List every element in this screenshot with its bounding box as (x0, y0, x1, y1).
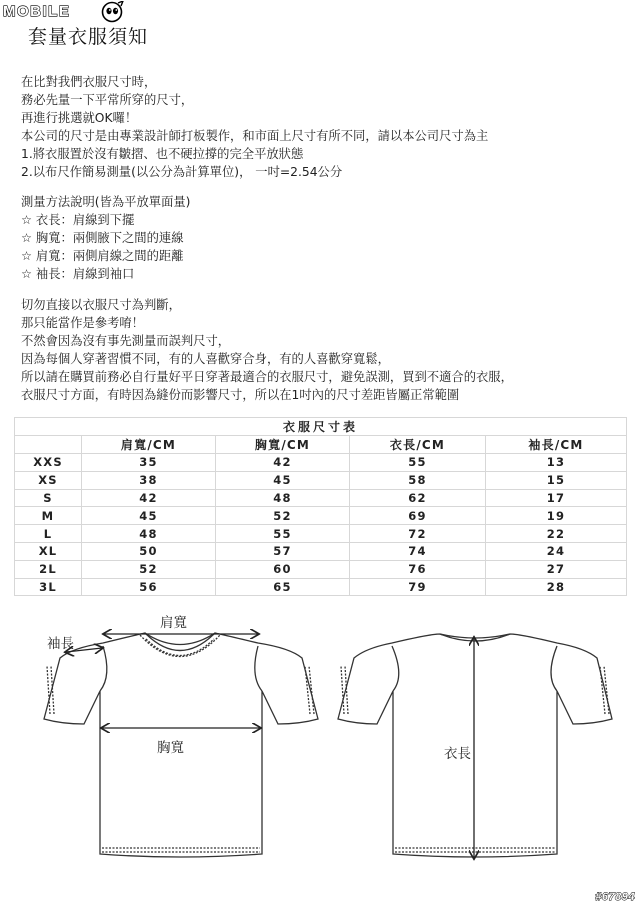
value-cell: 17 (486, 489, 627, 507)
value-cell: 55 (350, 454, 486, 472)
value-cell: 48 (216, 489, 350, 507)
method-line: ☆ 胸寬：兩側腋下之間的連線 (21, 231, 184, 246)
sleeve-label: 袖長 (47, 636, 74, 652)
value-cell: 22 (486, 525, 627, 543)
value-cell: 28 (486, 578, 627, 596)
value-cell: 42 (82, 489, 216, 507)
value-cell: 62 (350, 489, 486, 507)
value-cell: 58 (350, 471, 486, 489)
method-line: 測量方法說明(皆為平放單面量) (21, 195, 191, 209)
length-label: 衣長 (442, 742, 473, 762)
value-cell: 79 (350, 578, 486, 596)
shoulder-label: 肩寬 (160, 615, 187, 631)
value-cell: 15 (486, 471, 627, 489)
intro-line: 務必先量一下平常所穿的尺寸， (21, 93, 194, 108)
tshirt-measurement-diagram (0, 606, 640, 886)
value-cell: 35 (82, 454, 216, 472)
table-row (15, 525, 627, 543)
size-cell: XXS (15, 454, 82, 472)
value-cell: 13 (486, 454, 627, 472)
table-row (15, 560, 627, 578)
table-row (15, 542, 627, 560)
size-cell: XL (15, 542, 82, 560)
notice-line: 衣服尺寸方面，有時因為縫份而影響尺寸，所以在1吋內的尺寸差距皆屬正常範圍 (21, 388, 460, 403)
value-cell: 45 (216, 471, 350, 489)
table-row (15, 578, 627, 596)
value-cell: 24 (486, 542, 627, 560)
chest-label: 胸寬 (157, 740, 184, 756)
value-cell: 50 (82, 542, 216, 560)
table-row (15, 507, 627, 525)
mobile01-logo (3, 1, 125, 23)
header-cell-sleeve: 袖長/CM (486, 436, 627, 454)
value-cell: 52 (216, 507, 350, 525)
value-cell: 72 (350, 525, 486, 543)
value-cell: 74 (350, 542, 486, 560)
size-table-caption: 衣服尺寸表 (15, 418, 627, 436)
value-cell: 69 (350, 507, 486, 525)
size-table (14, 417, 627, 596)
notice-line: 因為每個人穿著習慣不同，有的人喜歡穿合身，有的人喜歡穿寬鬆， (21, 352, 390, 367)
size-cell: 3L (15, 578, 82, 596)
tshirt-diagram-svg (0, 606, 640, 886)
value-cell: 38 (82, 471, 216, 489)
table-row (15, 454, 627, 472)
intro-line: 在比對我們衣服尺寸時， (21, 75, 157, 89)
value-cell: 57 (216, 542, 350, 560)
header-cell-length: 衣長/CM (350, 436, 486, 454)
notice-line: 那只能當作是參考唷！ (21, 316, 144, 331)
intro-line: 再進行挑選就OK囉！ (21, 111, 138, 126)
value-cell: 48 (82, 525, 216, 543)
intro-paragraph (21, 73, 488, 182)
intro-line: 1.將衣服置於沒有皺摺、也不硬拉撐的完全平放狀態 (21, 147, 304, 162)
back-tshirt-outline (338, 634, 612, 857)
header-cell-chest: 胸寬/CM (216, 436, 350, 454)
method-line: ☆ 衣長：肩線到下擺 (21, 213, 135, 228)
intro-line: 本公司的尺寸是由專業設計師打板製作，和市面上尺寸有所不同，請以本公司尺寸為主 (21, 129, 489, 144)
value-cell: 45 (82, 507, 216, 525)
value-cell: 27 (486, 560, 627, 578)
value-cell: 65 (216, 578, 350, 596)
notice-line: 不然會因為沒有事先測量而誤判尺寸， (21, 334, 231, 349)
notice-line: 所以請在購買前務必自行量好平日穿著最適合的衣服尺寸，避免誤測，買到不適合的衣服， (21, 370, 513, 385)
size-cell: XS (15, 471, 82, 489)
header-cell-size (15, 436, 82, 454)
notice-line: 切勿直接以衣服尺寸為判斷， (21, 298, 181, 312)
table-row (15, 489, 627, 507)
value-cell: 76 (350, 560, 486, 578)
method-line: ☆ 袖長：肩線到袖口 (21, 267, 135, 282)
value-cell: 60 (216, 560, 350, 578)
method-line: ☆ 肩寬：兩側肩線之間的距離 (21, 249, 184, 264)
size-cell: M (15, 507, 82, 525)
value-cell: 55 (216, 525, 350, 543)
size-cell: L (15, 525, 82, 543)
value-cell: 56 (82, 578, 216, 596)
table-row (15, 471, 627, 489)
header-cell-shoulder: 肩寬/CM (82, 436, 216, 454)
watermark: #67894 (595, 891, 635, 903)
method-paragraph (21, 193, 190, 283)
size-cell: S (15, 489, 82, 507)
logo-mascot-icon (99, 1, 125, 23)
logo-text: MOBILE (3, 3, 71, 20)
page-title: 套量衣服須知 (28, 26, 149, 48)
value-cell: 42 (216, 454, 350, 472)
value-cell: 19 (486, 507, 627, 525)
value-cell: 52 (82, 560, 216, 578)
size-cell: 2L (15, 560, 82, 578)
notice-paragraph (21, 296, 513, 405)
intro-line: 2.以布尺作簡易測量(以公分為計算單位)， 一吋=2.54公分 (21, 165, 343, 180)
